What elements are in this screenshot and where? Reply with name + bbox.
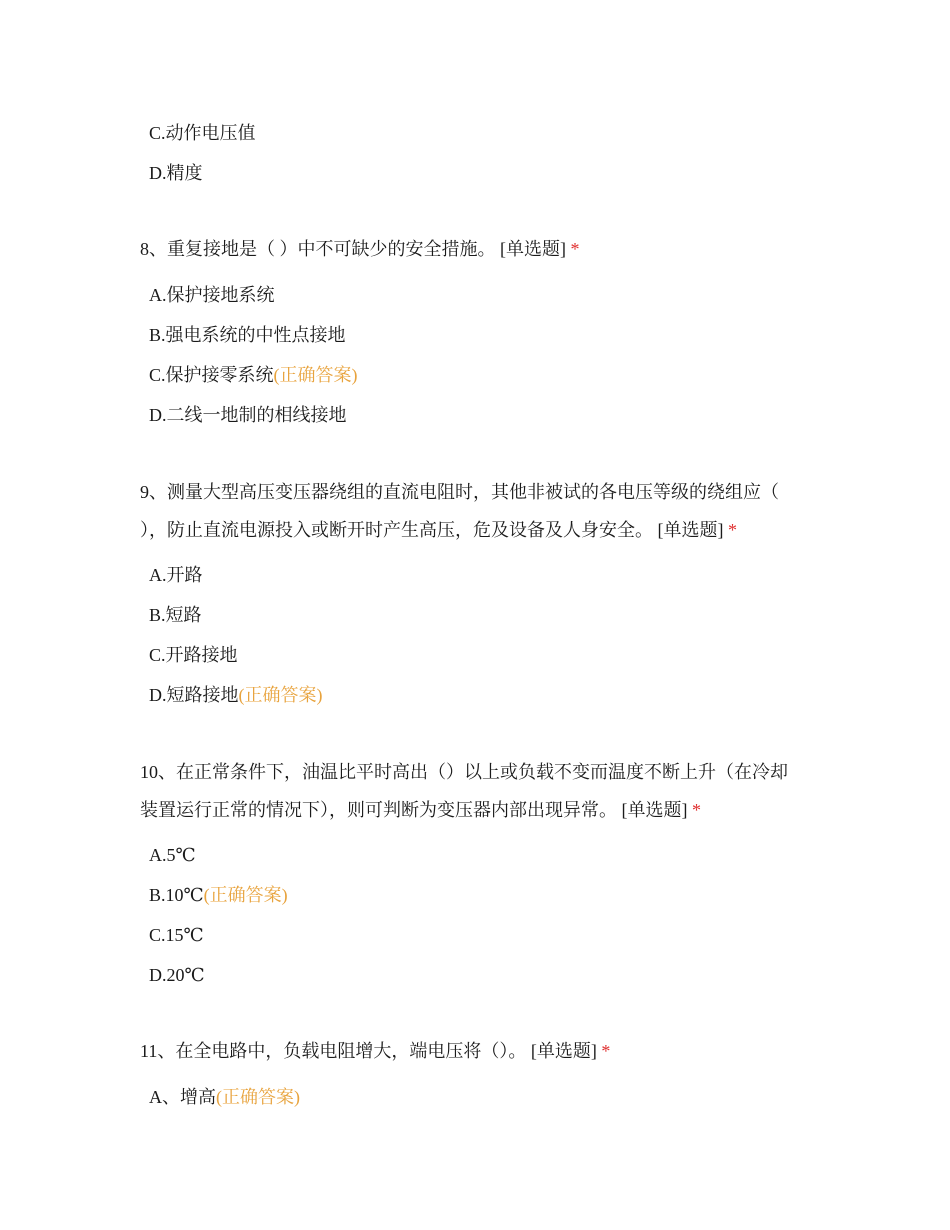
question-text: ），防止直流电源投入或断开时产生高压，危及设备及人身安全。 [单选题]	[140, 520, 728, 540]
option-d-prev	[149, 161, 203, 185]
correct-answer-label: (正确答案)	[203, 885, 288, 905]
question-text: 9、测量大型高压变压器绕组的直流电阻时，其他非被试的各电压等级的绕组应（	[140, 482, 779, 502]
option-text: C.15℃	[149, 925, 204, 945]
option-text: B.强电系统的中性点接地	[149, 325, 346, 345]
q10-option-d	[149, 963, 205, 987]
option-text: A.保护接地系统	[149, 285, 275, 305]
option-c-prev	[149, 121, 256, 145]
question-11-title	[140, 1039, 610, 1063]
question-10-title-line2	[140, 798, 701, 822]
q9-option-a	[149, 563, 203, 587]
required-mark: *	[601, 1041, 611, 1061]
question-9-title-line1	[140, 480, 779, 504]
q9-option-d	[149, 683, 323, 707]
option-text: C.开路接地	[149, 645, 238, 665]
option-text: D.20℃	[149, 965, 205, 985]
option-text: B.短路	[149, 605, 202, 625]
q11-option-a	[149, 1085, 300, 1109]
question-8-title	[140, 237, 580, 261]
question-text: 装置运行正常的情况下），则可判断为变压器内部出现异常。 [单选题]	[140, 800, 692, 820]
option-text: A、增高	[149, 1087, 216, 1107]
q10-option-c	[149, 923, 204, 947]
correct-answer-label: (正确答案)	[273, 365, 358, 385]
q9-option-c	[149, 643, 238, 667]
option-text: D.短路接地	[149, 685, 239, 705]
correct-answer-label: (正确答案)	[216, 1087, 300, 1107]
question-10-title-line1	[140, 760, 788, 784]
option-text: D.二线一地制的相线接地	[149, 405, 347, 425]
option-text: A.开路	[149, 565, 203, 585]
q10-option-a	[149, 843, 196, 867]
required-mark: *	[692, 800, 701, 820]
q8-option-a	[149, 283, 275, 307]
q9-option-b	[149, 603, 202, 627]
option-text: D.精度	[149, 163, 203, 183]
q8-option-b	[149, 323, 346, 347]
question-9-title-line2	[140, 518, 737, 542]
option-text: B.10℃	[149, 885, 204, 905]
correct-answer-label: (正确答案)	[238, 685, 323, 705]
option-text: A.5℃	[149, 845, 196, 865]
q8-option-d	[149, 403, 347, 427]
q8-option-c	[149, 363, 358, 387]
q10-option-b	[149, 883, 288, 907]
question-text: 10、在正常条件下，油温比平时高出（）以上或负载不变而温度不断上升（在冷却	[140, 762, 788, 782]
option-text: C.保护接零系统	[149, 365, 274, 385]
option-text: C.动作电压值	[149, 123, 256, 143]
question-text: 11、在全电路中，负载电阻增大，端电压将（）。 [单选题]	[140, 1041, 602, 1061]
question-text: 8、重复接地是（ ）中不可缺少的安全措施。 [单选题]	[140, 239, 571, 259]
required-mark: *	[570, 239, 580, 259]
required-mark: *	[728, 520, 737, 540]
